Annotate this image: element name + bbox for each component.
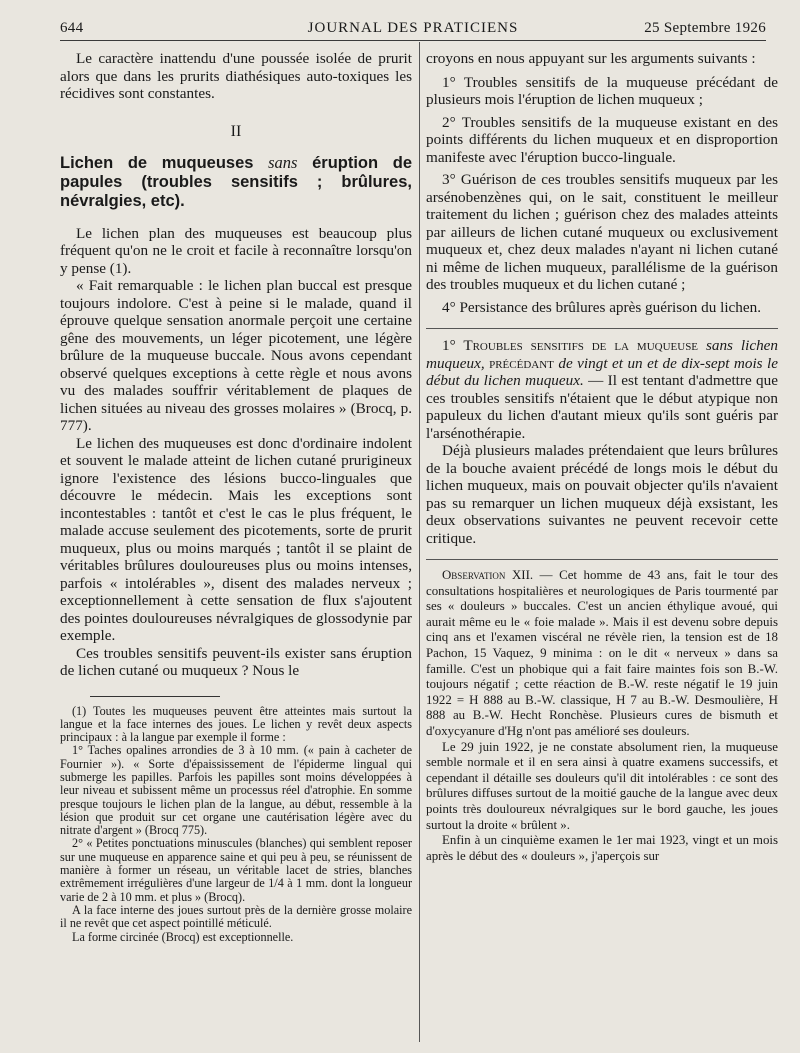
section-divider xyxy=(426,559,778,560)
heading-part-a: Lichen de muqueuses xyxy=(60,153,269,172)
paragraph: Le lichen des muqueuses est donc d'ordinaire indolent et souvent le malade atteint de lichen cutané prurigineux ignore l'existence des lésions bucco-linguales que découvre le médecin. Mais les exceptions sont incontestables : tantôt et c'est le cas le plus fréquent, le malade accuse seulement des picotements, sorte de prurit muqueux, plus ou moins marqués ; tantôt il se plaint de véritables brûlures douloureuses plus ou moins intenses, parfois « intolérables », disent des malades nerveux ; exceptionnellement à cette sensation de flux s'ajoutent des pointes douloureuses névralgiques de glossodynie par exemple. xyxy=(60,434,412,644)
subsection-lead: 1° Troubles sensitifs de la muqueuse xyxy=(442,337,706,354)
list-item: 1° Troubles sensitifs de la muqueuse précédant de plusieurs mois l'éruption de lichen muqueux ; xyxy=(426,73,778,108)
column-divider xyxy=(419,42,420,1042)
footnote xyxy=(60,705,412,944)
footnote-line: A la face interne des joues surtout près de la dernière grosse molaire il ne revêt que cet aspect pointillé méticulé. xyxy=(60,902,412,931)
paragraph: Ces troubles sensitifs peuvent-ils exister sans éruption de lichen cutané ou muqueux ? Nous le xyxy=(60,644,412,679)
subsection-rest: — Il est tentant d'admettre que ces troubles sensitifs n'étaient que le début atypique non papuleux du lichen d'autant mieux qu'ils sont guéris par l'arsénothérapie. xyxy=(426,372,778,442)
paragraph: Déjà plusieurs malades prétendaient que leurs brûlures de la bouche avaient précédé de longs mois le début du lichen muqueux, mais on pouvait objecter qu'ils n'avaient pas su remarquer un lichen muqueux déjà exsistant, les deux observations suivantes ne peuvent recevoir cette critique. xyxy=(426,442,778,547)
footnote-line: La forme circinée (Brocq) est exceptionnelle. xyxy=(72,929,294,944)
footnote-line: (1) Toutes les muqueuses peuvent être atteintes mais surtout la langue et la face internes des joues. Le lichen y revêt deux aspects principaux : à la langue par exemple il forme : xyxy=(60,703,412,745)
observation-block xyxy=(426,568,778,864)
page-number: 644 xyxy=(60,20,84,36)
left-column xyxy=(60,50,412,944)
subsection-italic: sans lichen muqueux, xyxy=(426,337,778,372)
section-divider xyxy=(426,328,778,329)
heading-part-b: éruption de papules (troubles sensitifs ; brûlures, névralgies, etc). xyxy=(60,153,412,210)
footnote-line: 1° Taches opalines arrondies de 3 à 10 mm. (« pain à cacheter de Fournier »). « Sorte d'épaississement de l'épiderme lingual qui submerge les papilles. Parfois les papilles sont moins développées à leur niveau et subissent même un processus réel d'atrophie. En somme presque toujours le lichen plan de la langue, au début, ressemble à la lésion que produit sur cet organe une cautérisation légère avec du nitrate d'argent » (Brocq 775). xyxy=(60,743,412,838)
observation-text: — Cet homme de 43 ans, fait le tour des consultations hospitalières et neurologiques de Paris tourmenté par ses « douleurs » buccales. C'est un ancien éthylique avoué, qui aurait même eu le « foie malade ». Mais il est devenu sobre depuis cinq ans et l'examen viscéral ne révèle rien, la tension est de 18 Pachon, 15 Vaquez, 9 minima : on le dit « nerveux » dans sa famille. C'est un phobique qui a fait faire maintes fois son B.-W. toujours négatif ; cette réaction de B.-W. reste négatif le 19 juin 1922 = H 888 au B.-W. classique, H 7 au B.-W. Desmoulière, H 888 au B.-W. Hecht Ronchèse. Plusieurs cures de bismuth et d'oxycyanure d'Hg n'ont pas amélioré ses douleurs. xyxy=(426,568,778,738)
subsection-paragraph xyxy=(426,337,778,442)
subsection-italic-2: de vingt et un et de dix-sept mois le début du lichen muqueux. xyxy=(426,354,779,389)
observation-paragraph: Enfin à un cinquième examen le 1er mai 1923, vingt et un mois après le début des « douleurs », j'aperçois sur xyxy=(426,833,778,863)
paragraph: croyons en nous appuyant sur les arguments suivants : xyxy=(426,50,756,67)
observation-paragraph: Le 29 juin 1922, je ne constate absolument rien, la muqueuse semble normale et il en sera ainsi à quatre examens successifs, et cependant il détaille ses douleurs qu'il dit intolérables : ce sont des brûlures diffuses surtout de la moitié gauche de la langue avec deux points très douloureux névralgiques sur le bord gauche, les joues surtout la droite « brûlent ». xyxy=(426,739,778,832)
running-header xyxy=(60,14,766,41)
list-item: 3° Guérison de ces troubles sensitifs muqueux par les arsénobenzènes qui, on le sait, constituent le meilleur traitement du lichen ; guérison chez des malades atteints par ailleurs de lichen cutané muqueux ou exclusivement muqueux et, chez deux malades n'ayant ni lichen cutané ni même de lichen muqueux, parallélisme de la guérison des troubles muqueux et du lichen cutané ; xyxy=(426,171,778,293)
section-heading xyxy=(60,153,412,211)
paragraph: « Fait remarquable : le lichen plan buccal est presque toujours indolore. C'est à peine si le malade, quand il éprouve quelque sensation anormale perçoit une certaine gêne des mouvements, un léger picotement, une légère brûlure de la muqueuse buccale. Nous avons cependant observé quelques exceptions à cette règle et nous avons vu des malades souffrir véritablement de plaques de lichen situées au niveau des grosses molaires » (Brocq, p. 777). xyxy=(60,277,412,434)
intro-paragraph: Le caractère inattendu d'une poussée isolée de prurit alors que dans les prurits diathésiques auto-toxiques les récidives sont constantes. xyxy=(60,50,412,102)
footnote-divider xyxy=(90,696,220,697)
list-item: 2° Troubles sensitifs de la muqueuse existant en des points différents du lichen muqueux et en disproportion manifeste avec l'éruption bucco-linguale. xyxy=(426,113,778,166)
section-number: II xyxy=(230,122,242,140)
issue-date: 25 Septembre 1926 xyxy=(644,20,766,36)
footnote-line: 2° « Petites ponctuations minuscules (blanches) qui semblent reposer sur une muqueuse en apparence saine et qui peu à peu, se réunissent de manière à former un réseau, un véritable lacet de stries, blanches extrêmement irrégulières d'une largeur de 1/4 à 1 mm. dont la longueur varie de 2 à 10 mm. et plus » (Brocq). xyxy=(60,836,412,904)
observation-title: Observation XII. xyxy=(442,568,534,582)
right-column xyxy=(426,50,778,864)
heading-sans: sans xyxy=(268,152,298,172)
observation-paragraph xyxy=(426,568,778,740)
list-item: 4° Persistance des brûlures après guérison du lichen. xyxy=(442,298,762,316)
paragraph: Le lichen plan des muqueuses est beaucoup plus fréquent qu'on ne le croit et facile à reconnaître lorsqu'on y pense (1). xyxy=(60,224,412,277)
subsection-precedant: précédant xyxy=(484,354,559,372)
journal-title: JOURNAL DES PRATICIENS xyxy=(307,20,519,36)
